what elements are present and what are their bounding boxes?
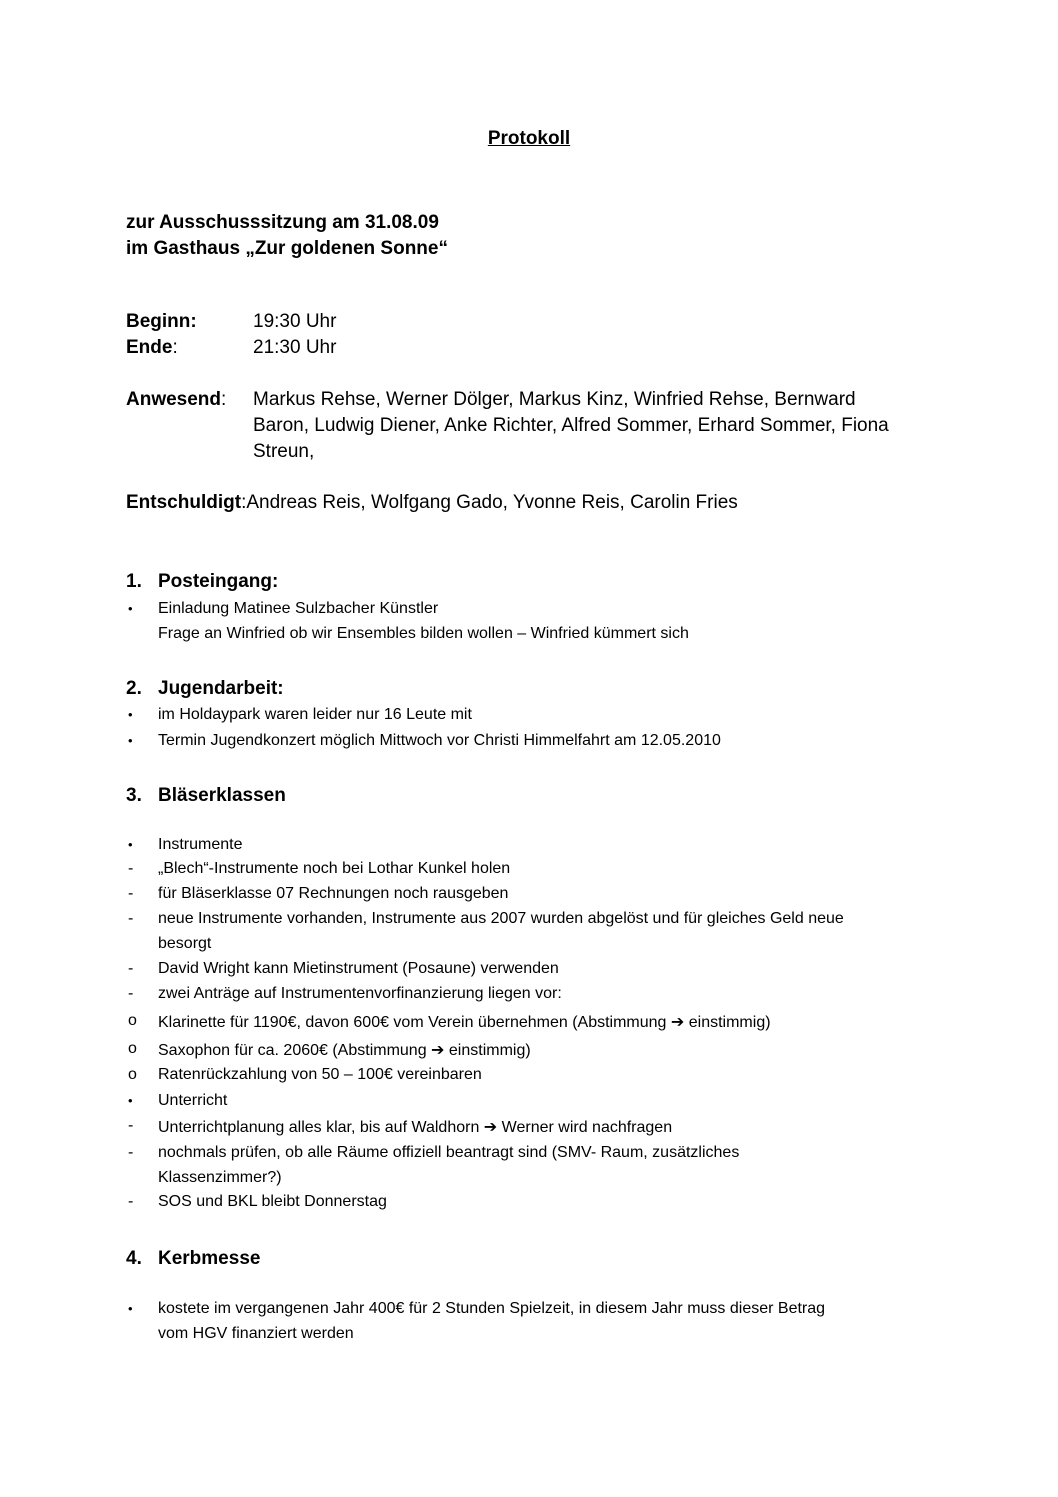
list-item: Klassenzimmer?) bbox=[158, 1169, 282, 1186]
anwesend-line: Streun, bbox=[253, 441, 315, 462]
section-heading: 4. Kerbmesse bbox=[126, 1248, 261, 1269]
dash-marker: - bbox=[128, 910, 134, 927]
list-item: neue Instrumente vorhanden, Instrumente aus 2007 wurden abgelöst und für gleiches Geld neue bbox=[158, 910, 844, 927]
list-item: Unterrichtplanung alles klar, bis auf Waldhorn ➔ Werner wird nachfragen bbox=[158, 1119, 673, 1136]
list-item: Termin Jugendkonzert möglich Mittwoch vor Christi Himmelfahrt am 12.05.2010 bbox=[158, 732, 721, 749]
subtitle-line-2: im Gasthaus „Zur goldenen Sonne“ bbox=[126, 238, 448, 259]
section-heading: 3. Bläserklassen bbox=[126, 785, 286, 806]
list-item: für Bläserklasse 07 Rechnungen noch rausgeben bbox=[158, 885, 509, 902]
anwesend-line: Baron, Ludwig Diener, Anke Richter, Alfred Sommer, Erhard Sommer, Fiona bbox=[253, 415, 889, 436]
dash-marker: - bbox=[128, 960, 134, 977]
dash-marker: - bbox=[128, 1193, 134, 1210]
dash-marker: - bbox=[128, 1144, 134, 1161]
section-heading: 2. Jugendarbeit: bbox=[126, 678, 284, 699]
circle-marker: o bbox=[128, 1012, 137, 1029]
list-item: im Holdaypark waren leider nur 16 Leute mit bbox=[158, 706, 472, 723]
list-item: Einladung Matinee Sulzbacher Künstler bbox=[158, 600, 439, 617]
bullet-marker: • bbox=[128, 733, 133, 748]
beginn-value: 19:30 Uhr bbox=[253, 311, 337, 332]
list-item: Klarinette für 1190€, davon 600€ vom Verein übernehmen (Abstimmung ➔ einstimmig) bbox=[158, 1014, 771, 1031]
entschuldigt-row: Entschuldigt:Andreas Reis, Wolfgang Gado, Yvonne Reis, Carolin Fries bbox=[126, 492, 738, 513]
list-item: besorgt bbox=[158, 935, 212, 952]
list-item: Ratenrückzahlung von 50 – 100€ vereinbaren bbox=[158, 1066, 482, 1083]
list-item: zwei Anträge auf Instrumentenvorfinanzierung liegen vor: bbox=[158, 985, 562, 1002]
list-item: David Wright kann Mietinstrument (Posaune) verwenden bbox=[158, 960, 559, 977]
list-item: Instrumente bbox=[158, 836, 243, 853]
bullet-marker: • bbox=[128, 707, 133, 722]
dash-marker: - bbox=[128, 1117, 134, 1134]
anwesend-line: Markus Rehse, Werner Dölger, Markus Kinz, Winfried Rehse, Bernward bbox=[253, 389, 856, 410]
section-heading: 1. Posteingang: bbox=[126, 571, 279, 592]
anwesend-label: Anwesend: bbox=[126, 389, 227, 410]
dash-marker: - bbox=[128, 885, 134, 902]
bullet-marker: • bbox=[128, 1301, 133, 1316]
ende-value: 21:30 Uhr bbox=[253, 337, 337, 358]
list-item: „Blech“-Instrumente noch bei Lothar Kunkel holen bbox=[158, 860, 511, 877]
dash-marker: - bbox=[128, 860, 134, 877]
list-item: vom HGV finanziert werden bbox=[158, 1325, 354, 1342]
bullet-marker: • bbox=[128, 601, 133, 616]
subtitle-line-1: zur Ausschusssitzung am 31.08.09 bbox=[126, 212, 439, 233]
dash-marker: - bbox=[128, 985, 134, 1002]
list-item: kostete im vergangenen Jahr 400€ für 2 Stunden Spielzeit, in diesem Jahr muss dieser Betrag bbox=[158, 1300, 826, 1317]
circle-marker: o bbox=[128, 1066, 137, 1083]
list-item: SOS und BKL bleibt Donnerstag bbox=[158, 1193, 387, 1210]
bullet-marker: • bbox=[128, 837, 133, 852]
list-item: Unterricht bbox=[158, 1092, 228, 1109]
list-item: Saxophon für ca. 2060€ (Abstimmung ➔ einstimmig) bbox=[158, 1042, 531, 1059]
circle-marker: o bbox=[128, 1040, 137, 1057]
list-item: nochmals prüfen, ob alle Räume offiziell beantragt sind (SMV- Raum, zusätzliches bbox=[158, 1144, 740, 1161]
beginn-label: Beginn: bbox=[126, 311, 197, 332]
ende-label: Ende: bbox=[126, 337, 178, 358]
list-item: Frage an Winfried ob wir Ensembles bilden wollen – Winfried kümmert sich bbox=[158, 625, 689, 642]
bullet-marker: • bbox=[128, 1093, 133, 1108]
page-title: Protokoll bbox=[487, 128, 571, 149]
